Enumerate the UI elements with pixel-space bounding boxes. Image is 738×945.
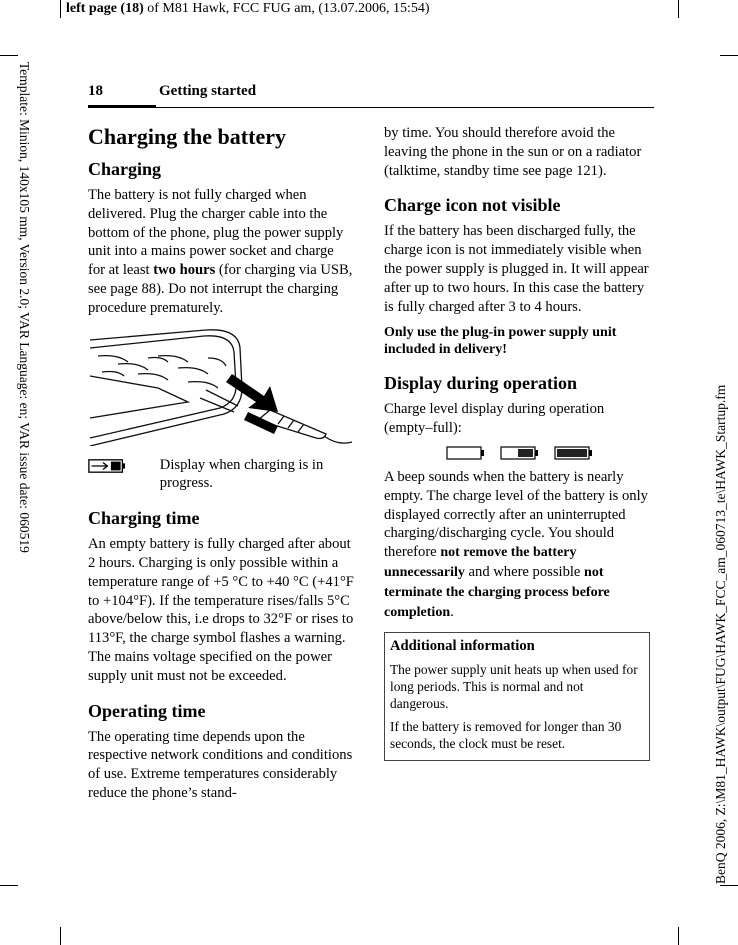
charging-icon-caption: Display when charging is in progress. (159, 456, 324, 492)
battery-half-icon (500, 446, 540, 460)
right-margin-text: BenQ 2006, Z:\M81_HAWK\output\FUG\HAWK_FCC_am_060713_te\HAWK_Startup.fm (713, 384, 728, 884)
heading-charging-time: Charging time (88, 508, 200, 529)
charge-icon-paragraph: If the battery has been discharged fully, the charge icon is not immediately visible when the power supply is plugged in. It will appear after up to two hours. In this case the battery is fully charged after 3 to 4 hours. (384, 223, 649, 315)
crop-mark (60, 927, 61, 945)
section-title: Getting started (159, 83, 257, 99)
left-column (88, 124, 354, 803)
crop-mark (720, 885, 738, 886)
charging-paragraph: The battery is not fully charged when delivered. Plug the charger cable into the bottom of the phone, plug the power supply unit into a mains power socket and charge for at least two hours (for charging via USB, see page 88). Do not interrupt the charging procedure prematurely. (88, 187, 353, 316)
page-title: Charging the battery (88, 124, 286, 149)
header-stamp (66, 0, 430, 18)
crop-mark (720, 55, 738, 56)
crop-mark (0, 55, 18, 56)
additional-info-box (384, 632, 650, 761)
header-stamp-bold: left page (18) (66, 1, 144, 16)
right-column (384, 124, 650, 761)
plugin-notice: Only use the plug-in power supply unit included in delivery! (384, 325, 617, 358)
crop-mark (678, 0, 679, 18)
page-number: 18 (88, 83, 103, 99)
charging-icon-row (88, 456, 354, 494)
battery-level-row (446, 446, 650, 460)
charging-time-paragraph: An empty battery is fully charged after about 2 hours. Charging is only possible within a temperature range of +5 °C to +40 °C (+41°F to +104°F). If the temperature rises/falls 5°C above/below this, i.e drops to 32°F or rises to 113°F, the charge symbol flashes a warning. The mains voltage specified on the power supply unit must not be exceeded. (88, 536, 354, 684)
continued-paragraph: by time. You should therefore avoid the leaving the phone in the sun or on a radiator (talktime, standby time see page 121). (384, 125, 642, 179)
info-title: Additional information (390, 638, 535, 655)
running-header (88, 82, 654, 110)
header-rule (156, 107, 654, 108)
info-paragraph-2: If the battery is removed for longer than 30 seconds, the clock must be reset. (390, 719, 622, 752)
phone-charger-illustration (88, 328, 354, 446)
header-stamp-rest: of M81 Hawk, FCC FUG am, (13.07.2006, 15:54) (143, 1, 430, 16)
heading-charging: Charging (88, 159, 162, 179)
heading-operating-time: Operating time (88, 700, 206, 721)
battery-empty-icon (446, 446, 486, 460)
left-margin-text: Template: Minion, 140x105 mm, Version 2.0; VAR Language: en; VAR issue date: 060519 (17, 62, 32, 553)
charging-battery-icon (88, 458, 127, 474)
beep-paragraph: A beep sounds when the battery is nearly empty. The charge level of the battery is only displayed correctly after an uninterrupted charging/discharging cycle. You should therefore not remove the battery unnecessarily and where possible not terminate the charging process before completion. (384, 468, 648, 620)
battery-full-icon (554, 446, 594, 460)
crop-mark (0, 885, 18, 886)
crop-mark (60, 0, 61, 18)
display-paragraph: Charge level display during operation (empty–full): (384, 401, 605, 437)
info-paragraph-1: The power supply unit heats up when used for long periods. This is normal and not dangerous. (390, 662, 638, 712)
header-rule-thick (88, 105, 156, 108)
operating-time-paragraph: The operating time depends upon the respective network conditions and conditions of use. Extreme temperatures considerably reduce the phone’s stand- (88, 728, 353, 801)
heading-charge-icon: Charge icon not visible (384, 195, 561, 216)
heading-display: Display during operation (384, 373, 578, 394)
crop-mark (678, 927, 679, 945)
